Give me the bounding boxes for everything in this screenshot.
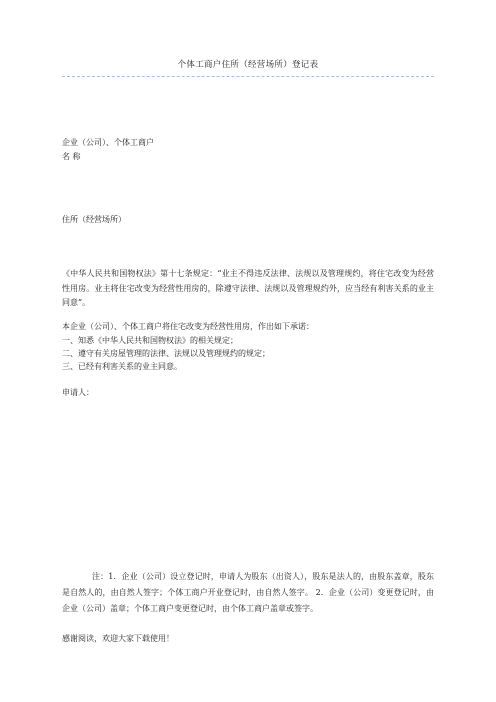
field-label-address: 住所（经营场所） <box>62 215 126 224</box>
legal-quote-paragraph: 《中华人民共和国物权法》第十七条规定：“业主不得违反法律、法规以及管理规约，将住宅改变为经营性用房。业主将住宅改变为经营性用房的，除遵守法律、法规以及管理规约外，应当经有利害关系的业主同意”。 <box>62 269 434 307</box>
applicant-label: 申请人： <box>62 388 94 397</box>
pledge-intro: 本企业（公司）、个体工商户将住宅改变为经营性用房，作出如下承诺： <box>62 322 314 331</box>
pledge-item: 二、遵守有关房屋管理的法律、法规以及管理规约的规定； <box>62 349 270 358</box>
footnote: 注：1．企业（公司）设立登记时，申请人为股东（出资人），股东是法人的，由股东盖章，股东是自然人的，由自然人签字；个体工商户开业登记时，由自然人签字。 2．企业（公司）变更登记时，由企业（公司）盖章；个体工商户变更登记时，由个体工商户盖章或签字。 <box>62 572 434 613</box>
footer-text: 感谢阅读，欢迎大家下载使用！ <box>62 634 174 643</box>
title-divider <box>62 76 434 77</box>
field-label-name-line1: 企业（公司）、个体工商户 <box>62 138 154 147</box>
field-label-name-line2: 名 称 <box>62 152 81 161</box>
pledge-list <box>62 334 434 373</box>
pledge-item: 三、已经有利害关系的业主同意。 <box>62 362 182 371</box>
pledge-item: 一、知悉《中华人民共和国物权法》的相关规定； <box>62 336 238 345</box>
document-title: 个体工商户住所（经营场所）登记表 <box>177 60 319 70</box>
